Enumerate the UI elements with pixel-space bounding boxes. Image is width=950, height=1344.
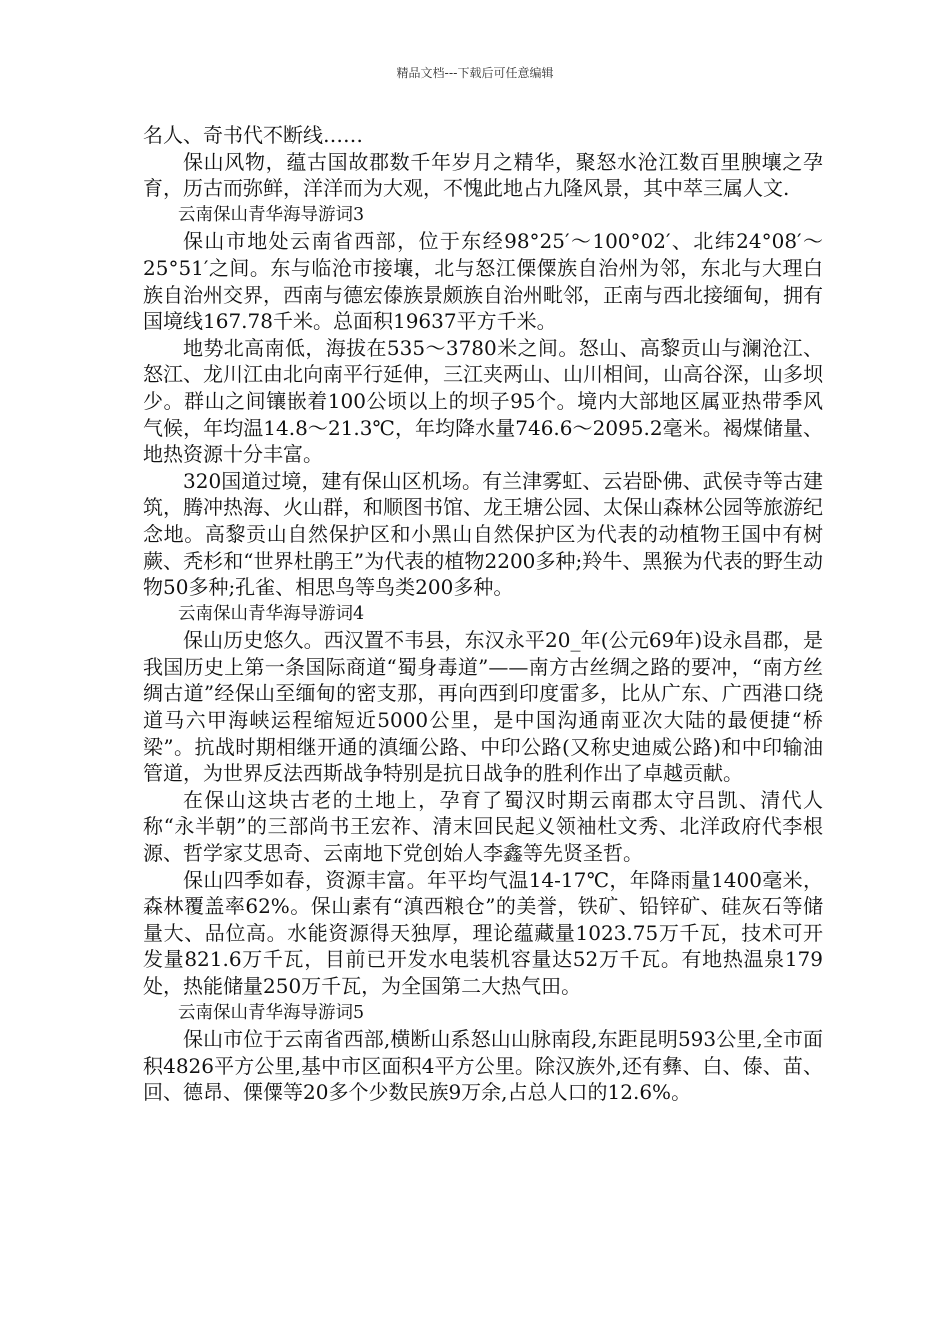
section-heading: 云南保山青华海导游词3 bbox=[178, 204, 365, 225]
paragraph: 保山历史悠久。西汉置不韦县，东汉永平20_年(公元69年)设永昌郡，是我国历史上第一条国际商道“蜀身毒道”——南方古丝绸之路的要冲，“南方丝绸古道”经保山至缅甸的密支那，再向西到印度雷多，比从广东、广西港口绕道马六甲海峡运程缩短近5000公里，是中国沟通南亚次大陆的最便捷“桥梁”。抗战时期相继开通的滇缅公路、中印公路(又称史迪威公路)和中印输油管道，为世界反法西斯战争特别是抗日战争的胜利作出了卓越贡献。 bbox=[143, 628, 823, 786]
paragraph: 在保山这块古老的土地上，孕育了蜀汉时期云南郡太守吕凯、清代人称“永半朝”的三部尚书王宏祚、清末回民起义领袖杜文秀、北洋政府代李根源、哲学家艾思奇、云南地下党创始人李鑫等先贤圣哲。 bbox=[143, 787, 823, 866]
paragraph: 保山四季如春，资源丰富。年平均气温14-17℃，年降雨量1400毫米，森林覆盖率62%。保山素有“滇西粮仓”的美誉，铁矿、铅锌矿、硅灰石等储量大、品位高。水能资源得天独厚，理论蕴藏量1023.75万千瓦，技术可开发量821.6万千瓦，目前已开发水电装机容量达52万千瓦。有地热温泉179处，热能储量250万千瓦，为全国第二大热气田。 bbox=[143, 867, 823, 998]
page-header: 精品文档---下载后可任意编辑 bbox=[396, 66, 554, 80]
paragraph: 保山市位于云南省西部,横断山系怒山山脉南段,东距昆明593公里,全市面积4826平方公里,基中市区面积4平方公里。除汉族外,还有彝、白、傣、苗、回、德昂、傈僳等20多个少数民族9万余,占总人口的12.6%。 bbox=[143, 1027, 823, 1105]
paragraph: 320国道过境，建有保山区机场。有兰津雾虹、云岩卧佛、武侯寺等古建筑，腾冲热海、火山群，和顺图书馆、龙王塘公园、太保山森林公园等旅游纪念地。高黎贡山自然保护区和小黑山自然保护区为代表的动植物王国中有树蕨、秃杉和“世界杜鹃王”为代表的植物2200多种;羚牛、黑猴为代表的野生动物50多种;孔雀、相思鸟等鸟类200多种。 bbox=[143, 468, 823, 600]
section-heading: 云南保山青华海导游词5 bbox=[178, 1002, 365, 1023]
document-body bbox=[143, 122, 823, 1106]
section-heading: 云南保山青华海导游词4 bbox=[178, 603, 365, 624]
paragraph-intro-end: 名人、奇书代不断线…… bbox=[143, 123, 363, 147]
paragraph: 地势北高南低，海拔在535～3780米之间。怒山、高黎贡山与澜沧江、怒江、龙川江由北向南平行延伸，三江夹两山、山川相间，山高谷深，山多坝少。群山之间镶嵌着100公顷以上的坝子95个。境内大部地区属亚热带季风气候，年均温14.8～21.3℃，年均降水量746.6～2095.2毫米。褐煤储量、地热资源十分丰富。 bbox=[143, 335, 823, 467]
paragraph: 保山风物，蕴古国故郡数千年岁月之精华，聚怒水沧江数百里腴壤之孕育，历古而弥鲜，洋洋而为大观，不愧此地占九隆风景，其中萃三属人文. bbox=[143, 149, 823, 201]
paragraph: 保山市地处云南省西部，位于东经98°25′～100°02′、北纬24°08′～25°51′之间。东与临沧市接壤，北与怒江傈僳族自治州为邻，东北与大理白族自治州交界，西南与德宏傣族景颇族自治州毗邻，正南与西北接缅甸，拥有国境线167.78千米。总面积19637平方千米。 bbox=[143, 229, 823, 334]
